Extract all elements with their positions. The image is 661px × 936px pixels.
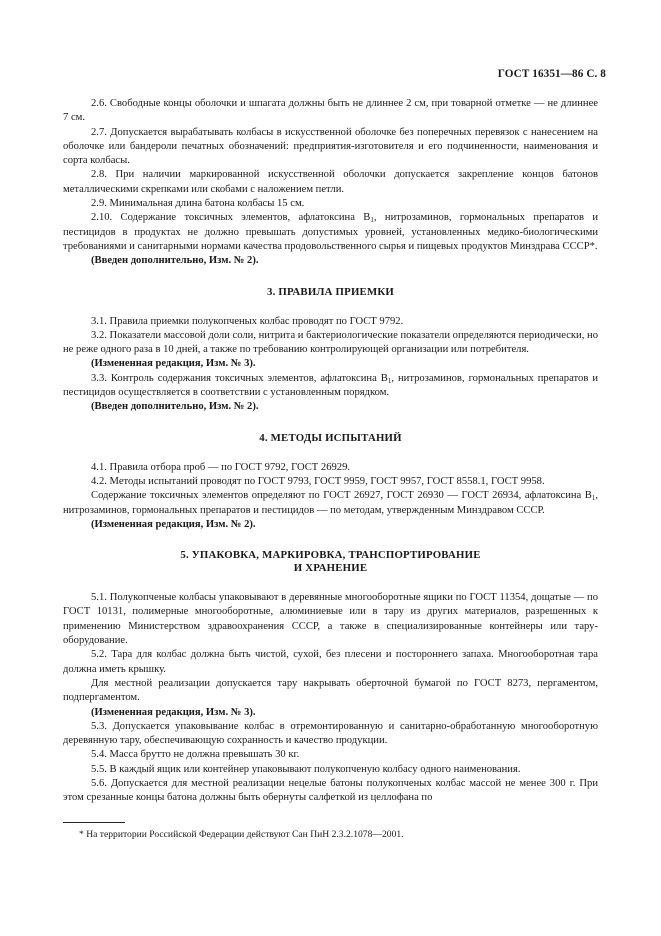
amendment-note: (Измененная редакция, Изм. № 3). [91,358,256,370]
section-heading-test-methods: 4. МЕТОДЫ ИСПЫТАНИЙ [259,431,402,444]
clause-5-4: 5.4. Масса брутто не должна превышать 30 кг. [91,749,300,761]
footnote: * На территории Российской Федерации действуют Сан ПиН 2.3.2.1078—2001. [79,829,404,840]
clause-5-1: 5.1. Полукопченые колбасы упаковывают в деревянные многооборотные ящики по ГОСТ 11354, дощатые — по ГОСТ 10131, полимерные многооборотные, алюминиевые или в тару из других материалов, разрешенных к применению Министерством здравоохранения СССР, а также в специализированные контейнеры или тару-оборудование. [63,592,598,647]
section-2-continuation [63,97,598,269]
toxic-elements-paragraph: Содержание токсичных элементов определяют по ГОСТ 26927, ГОСТ 26930 — ГОСТ 26934, афлатоксина $B_1$, нитрозаминов, гормональных препаратов и пестицидов — по методам, утвержденным Минздравом СССР. [63,490,598,516]
clause-5-3: 5.3. Допускается упаковывание колбас в отремонтированную и санитарно-обработанную многооборотную деревянную тару, обеспечивающую сохранность и качество продукции. [63,720,598,747]
section-heading-acceptance: 3. ПРАВИЛА ПРИЕМКИ [267,285,394,298]
running-head: ГОСТ 16351—86 С. 8 [497,68,606,80]
clause-3-2: 3.2. Показатели массовой доли соли, нитрита и бактериологические показатели определяются периодически, но не реже одного раза в 10 дней, а также по требованию контролирующей организации или потребителя. [63,329,598,356]
clause-2-10: 2.10. Содержание токсичных элементов, афлатоксина $B_1$, нитрозаминов, гормональных препаратов и пестицидов в продуктах не должно превышать допустимых уровней, установленных медико-биологическими требованиями и санитарными нормами качества продовольственного сырья и пищевых продуктов Минздрава СССР*. [63,212,598,252]
amendment-note: (Измененная редакция, Изм. № 2). [91,518,256,530]
clause-4-2: 4.2. Методы испытаний проводят по ГОСТ 9793, ГОСТ 9959, ГОСТ 9957, ГОСТ 8558.1, ГОСТ 9958. [91,475,545,487]
section-4 [63,432,598,532]
clause-4-1: 4.1. Правила отбора проб — по ГОСТ 9792, ГОСТ 26929. [91,461,351,473]
section-5 [63,549,598,805]
amendment-note: (Введен дополнительно, Изм. № 2). [91,255,259,267]
section-3 [63,286,598,415]
clause-2-7: 2.7. Допускается вырабатывать колбасы в искусственной оболочке без поперечных перевязок с нанесением на оболочке или бандероли печатных обозначений: предприятия-изготовителя и его подчиненности, наименования и сорта колбасы. [63,126,598,167]
page-content [63,97,598,806]
clause-2-8: 2.8. При наличии маркированной искусственной оболочки допускается закрепление концов батонов металлическими скрепками или скобами с наложением петли. [63,169,598,195]
clause-2-9: 2.9. Минимальная длина батона колбасы 15 см. [91,198,305,210]
clause-2-6: 2.6. Свободные концы оболочки и шпагата должны быть не длиннее 2 см, при товарной отметке — не длиннее 7 см. [63,98,598,124]
section-heading-packaging: 5. УПАКОВКА, МАРКИРОВКА, ТРАНСПОРТИРОВАНИЕ И ХРАНЕНИЕ [180,549,481,575]
amendment-note: (Введен дополнительно, Изм. № 2). [91,401,259,413]
footnote-divider [63,822,125,823]
clause-5-5: 5.5. В каждый ящик или контейнер упаковывают полукопченую колбасу одного наименования. [91,763,521,775]
clause-3-1: 3.1. Правила приемки полукопченых колбас проводят по ГОСТ 9792. [91,315,404,327]
local-sale-paragraph: Для местной реализации допускается тару накрывать оберточной бумагой по ГОСТ 8273, пергаментом, подпергаментом. [63,677,598,704]
clause-5-2: 5.2. Тара для колбас должна быть чистой, сухой, без плесени и постороннего запаха. Многооборотная тара должна иметь крышку. [63,649,598,675]
clause-3-3: 3.3. Контроль содержания токсичных элементов, афлатоксина $B_1$, нитрозаминов, гормональных препаратов и пестицидов осуществляется в соответствии с установленным порядком. [63,372,598,399]
clause-5-6: 5.6. Допускается для местной реализации нецелые батоны полукопченых колбас массой не менее 300 г. При этом срезанные концы батона должны быть обернуты салфеткой из целлофана по [63,777,598,804]
amendment-note: (Измененная редакция, Изм. № 3). [91,706,256,718]
